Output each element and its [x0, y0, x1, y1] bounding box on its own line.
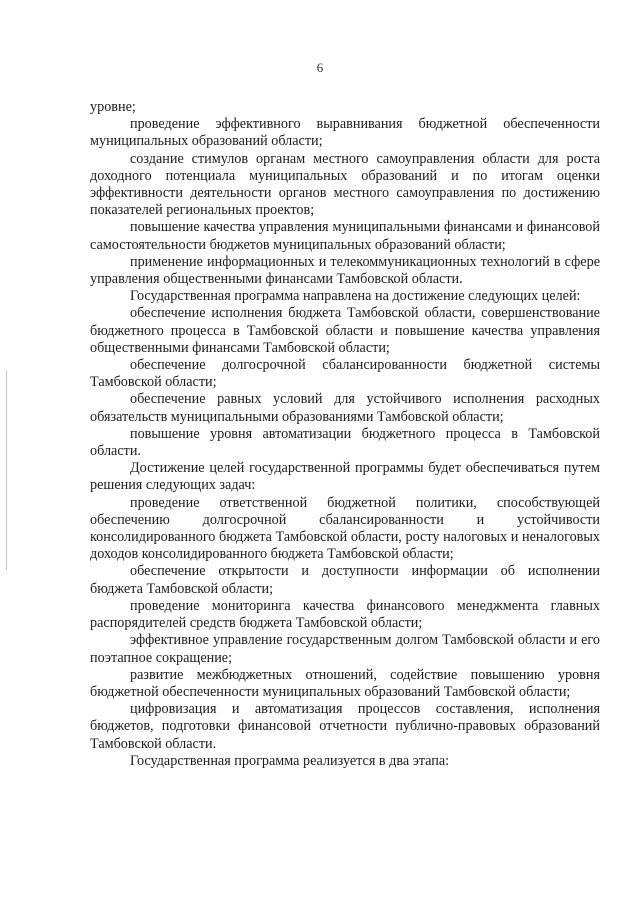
- paragraph: проведение мониторинга качества финансового менеджмента главных распорядителей средств бюджета Тамбовской области;: [90, 597, 600, 632]
- document-body: [90, 99, 600, 770]
- paragraph: создание стимулов органам местного самоуправления области для роста доходного потенциала муниципальных образований и по итогам оценки эффективности деятельности органов местного самоуправления по достижению показателей региональных проектов;: [90, 150, 600, 219]
- paragraph: обеспечение долгосрочной сбалансированности бюджетной системы Тамбовской области;: [90, 357, 600, 391]
- paragraph: цифровизация и автоматизация процессов составления, исполнения бюджетов, подготовки финансовой отчетности публично-правовых образований Тамбовской области.: [90, 701, 600, 752]
- scan-edge-mark: [6, 370, 7, 570]
- paragraph: обеспечение открытости и доступности информации об исполнении бюджета Тамбовской области;: [90, 563, 600, 597]
- paragraph: уровне;: [90, 99, 136, 115]
- paragraph: эффективное управление государственным долгом Тамбовской области и его поэтапное сокращение;: [90, 632, 600, 666]
- paragraph: проведение ответственной бюджетной политики, способствующей обеспечению долгосрочной сбалансированности и устойчивости консолидированного бюджета Тамбовской области, росту налоговых и неналоговых доходов консолидированного бюджета Тамбовской области;: [90, 494, 600, 563]
- paragraph: Государственная программа направлена на достижение следующих целей:: [130, 288, 581, 305]
- paragraph: обеспечение равных условий для устойчивого исполнения расходных обязательств муниципальными образованиями Тамбовской области;: [90, 391, 600, 425]
- paragraph: развитие межбюджетных отношений, содействие повышению уровня бюджетной обеспеченности муниципальных образований Тамбовской области;: [90, 666, 600, 700]
- paragraph: проведение эффективного выравнивания бюджетной обеспеченности муниципальных образований области;: [90, 116, 600, 150]
- paragraph: повышение качества управления муниципальными финансами и финансовой самостоятельности бюджетов муниципальных образований области;: [90, 219, 600, 253]
- paragraph: Достижение целей государственной программы будет обеспечиваться путем решения следующих задач:: [90, 460, 600, 494]
- paragraph: применение информационных и телекоммуникационных технологий в сфере управления общественными финансами Тамбовской области.: [90, 253, 600, 288]
- paragraph: повышение уровня автоматизации бюджетного процесса в Тамбовской области.: [90, 425, 600, 460]
- paragraph: Государственная программа реализуется в два этапа:: [130, 752, 450, 769]
- paragraph: обеспечение исполнения бюджета Тамбовской области, совершенствование бюджетного процесса в Тамбовской области и повышение качества управления общественными финансами Тамбовской области;: [90, 305, 600, 356]
- page-number: 6: [316, 60, 324, 75]
